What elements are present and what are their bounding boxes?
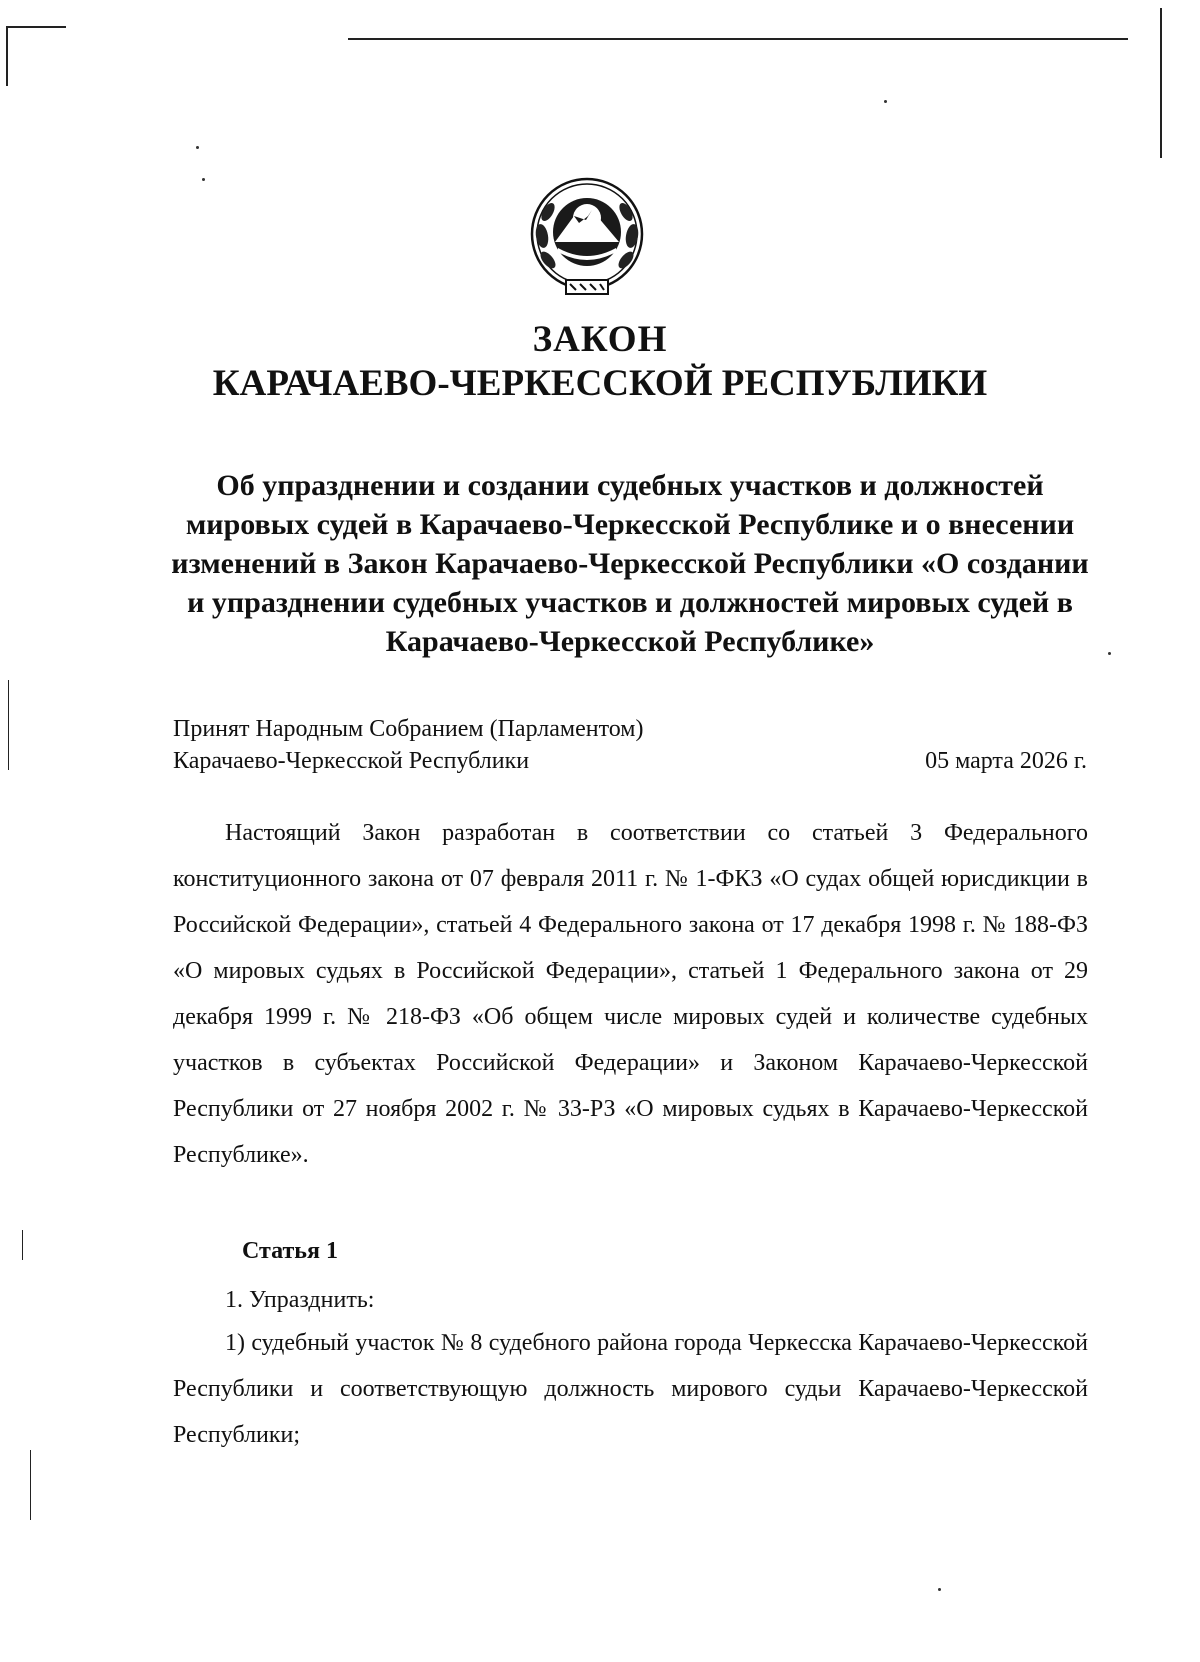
adoption-date: 05 марта 2026 г. (925, 748, 1087, 774)
adoption-line-2: Карачаево-Черкесской Республики (173, 748, 530, 774)
preamble-paragraph: Настоящий Закон разработан в соответствии со статьей 3 Федерального конституционного закона от 07 февраля 2011 г. № 1-ФКЗ «О судах общей юрисдикции в Российской Федерации», статьей 4 Федерального закона от 17 декабря 1998 г. № 188-ФЗ «О мировых судьях в Российской Федерации», статьей 1 Федерального закона от 29 декабря 1999 г. № 218-ФЗ «Об общем числе мировых судей и количестве судебных участков в субъектах Российской Федерации» и Законом Карачаево-Черкесской Республики от 27 ноября 2002 г. № 33-РЗ «О мировых судьях в Карачаево-Черкесской Республике». (173, 820, 1088, 1168)
scan-edge-right (1160, 8, 1162, 158)
scan-speck (202, 178, 205, 181)
article-subitem: 1) судебный участок № 8 судебного района города Черкесска Карачаево-Черкесской Республики и соответствующую должность мирового судьи Карачаево-Черкесской Республики; (173, 1330, 1088, 1448)
scan-edge-left-2 (22, 1230, 23, 1260)
scan-speck (938, 1588, 941, 1591)
scan-speck (884, 100, 887, 103)
scan-speck (196, 146, 199, 149)
adoption-line-1: Принят Народным Собранием (Парламентом) (173, 716, 644, 742)
scan-speck (1108, 652, 1111, 655)
scan-edge-left-3 (30, 1450, 31, 1520)
scan-rule-top (348, 38, 1128, 40)
scan-edge-left-1 (8, 680, 9, 770)
document-title: ЗАКОН (532, 319, 668, 360)
document-subtitle: КАРАЧАЕВО-ЧЕРКЕССКОЙ РЕСПУБЛИКИ (212, 363, 988, 404)
scan-border-top (6, 26, 66, 28)
law-name: Об упразднении и создании судебных участков и должностей мировых судей в Карачаево-Черкесской Республике и о внесении изменений в Закон Карачаево-Черкесской Республики «О создании и упразднении судебных участков и должностей мировых судей в Карачаево-Черкесской Республике» (171, 469, 1089, 658)
coat-of-arms-icon (528, 176, 646, 304)
article-item: 1. Упразднить: (225, 1287, 375, 1313)
scan-border-left (6, 26, 8, 86)
article-heading: Статья 1 (242, 1238, 338, 1264)
